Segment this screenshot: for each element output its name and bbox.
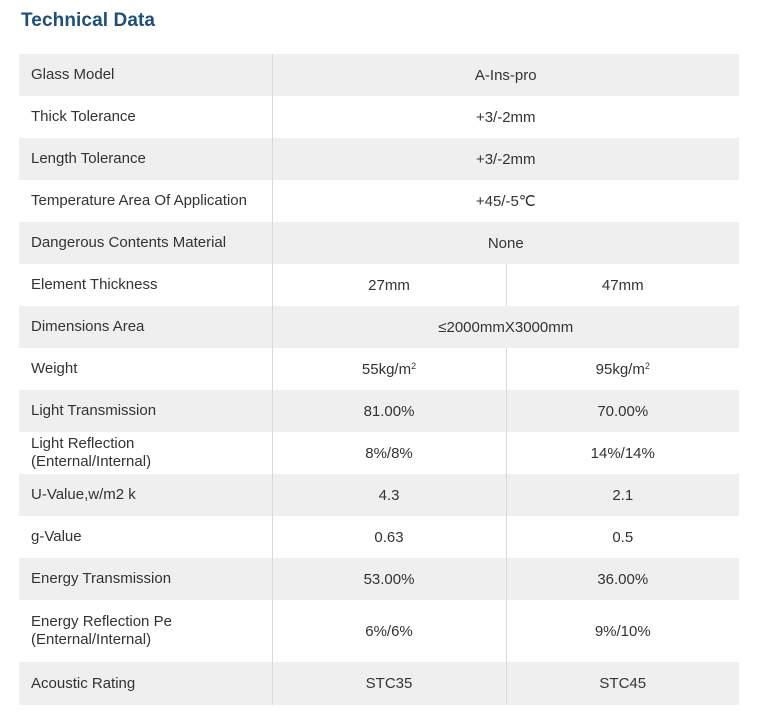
row-value-2: 0.5	[506, 516, 739, 558]
row-label: Element Thickness	[19, 264, 272, 306]
row-label: Dimensions Area	[19, 306, 272, 348]
table-row-g-value	[19, 516, 739, 558]
row-value-2: 47mm	[506, 264, 739, 306]
row-value: +45/-5℃	[272, 180, 739, 222]
weight-unit-sup-1: 2	[411, 360, 417, 371]
row-label: Dangerous Contents Material	[19, 222, 272, 264]
row-value-2: 70.00%	[506, 390, 739, 432]
row-value: None	[272, 222, 739, 264]
table-row-temperature-area	[19, 180, 739, 222]
row-label: Weight	[19, 348, 272, 390]
table-row-thick-tolerance	[19, 96, 739, 138]
row-value: A-Ins-pro	[272, 54, 739, 96]
table-row-energy-transmission	[19, 558, 739, 600]
row-value: +3/-2mm	[272, 96, 739, 138]
row-label	[19, 600, 272, 662]
row-value: ≤2000mmX3000mm	[272, 306, 739, 348]
row-value-1: 53.00%	[272, 558, 506, 600]
row-value-1: 81.00%	[272, 390, 506, 432]
row-value-1: STC35	[272, 662, 506, 705]
row-label: U-Value,w/m2 k	[19, 474, 272, 516]
row-value-2: 14%/14%	[506, 432, 739, 474]
weight-value-2: 95kg/m	[595, 360, 645, 378]
table-row-length-tolerance	[19, 138, 739, 180]
row-label-line2: (Enternal/Internal)	[31, 453, 152, 470]
row-value-1: 0.63	[272, 516, 506, 558]
row-label-line1: Energy Reflection Pe	[31, 613, 172, 630]
table-row-element-thickness	[19, 264, 739, 306]
row-value-1: 6%/6%	[272, 600, 506, 662]
row-value-2: STC45	[506, 662, 739, 705]
table-row-glass-model	[19, 54, 739, 96]
row-value-2: 36.00%	[506, 558, 739, 600]
row-label	[19, 432, 272, 474]
table-row-energy-reflection	[19, 600, 739, 662]
table-row-weight	[19, 348, 739, 390]
row-label: Acoustic Rating	[19, 662, 272, 705]
weight-unit-sup-2: 2	[644, 360, 650, 371]
page-title: Technical Data	[21, 10, 156, 31]
table-row-dangerous-contents	[19, 222, 739, 264]
row-label: Length Tolerance	[19, 138, 272, 180]
row-label: Glass Model	[19, 54, 272, 96]
row-label: Temperature Area Of Application	[19, 180, 272, 222]
row-value-1: 27mm	[272, 264, 506, 306]
row-value-2: 9%/10%	[506, 600, 739, 662]
row-label: Light Transmission	[19, 390, 272, 432]
table-row-light-transmission	[19, 390, 739, 432]
table-row-u-value	[19, 474, 739, 516]
technical-data-table	[19, 54, 739, 705]
row-value: +3/-2mm	[272, 138, 739, 180]
table-row-light-reflection	[19, 432, 739, 474]
table-row-dimensions-area	[19, 306, 739, 348]
row-label-line2: (Enternal/Internal)	[31, 631, 152, 648]
row-label-line1: Light Reflection	[31, 435, 135, 452]
row-value-1	[272, 348, 506, 390]
row-value-1: 8%/8%	[272, 432, 506, 474]
row-value-2: 2.1	[506, 474, 739, 516]
row-value-2	[506, 348, 739, 390]
table-row-acoustic-rating	[19, 662, 739, 705]
row-value-1: 4.3	[272, 474, 506, 516]
weight-value-1: 55kg/m	[361, 360, 412, 378]
row-label: Thick Tolerance	[19, 96, 272, 138]
row-label: Energy Transmission	[19, 558, 272, 600]
row-label: g-Value	[19, 516, 272, 558]
